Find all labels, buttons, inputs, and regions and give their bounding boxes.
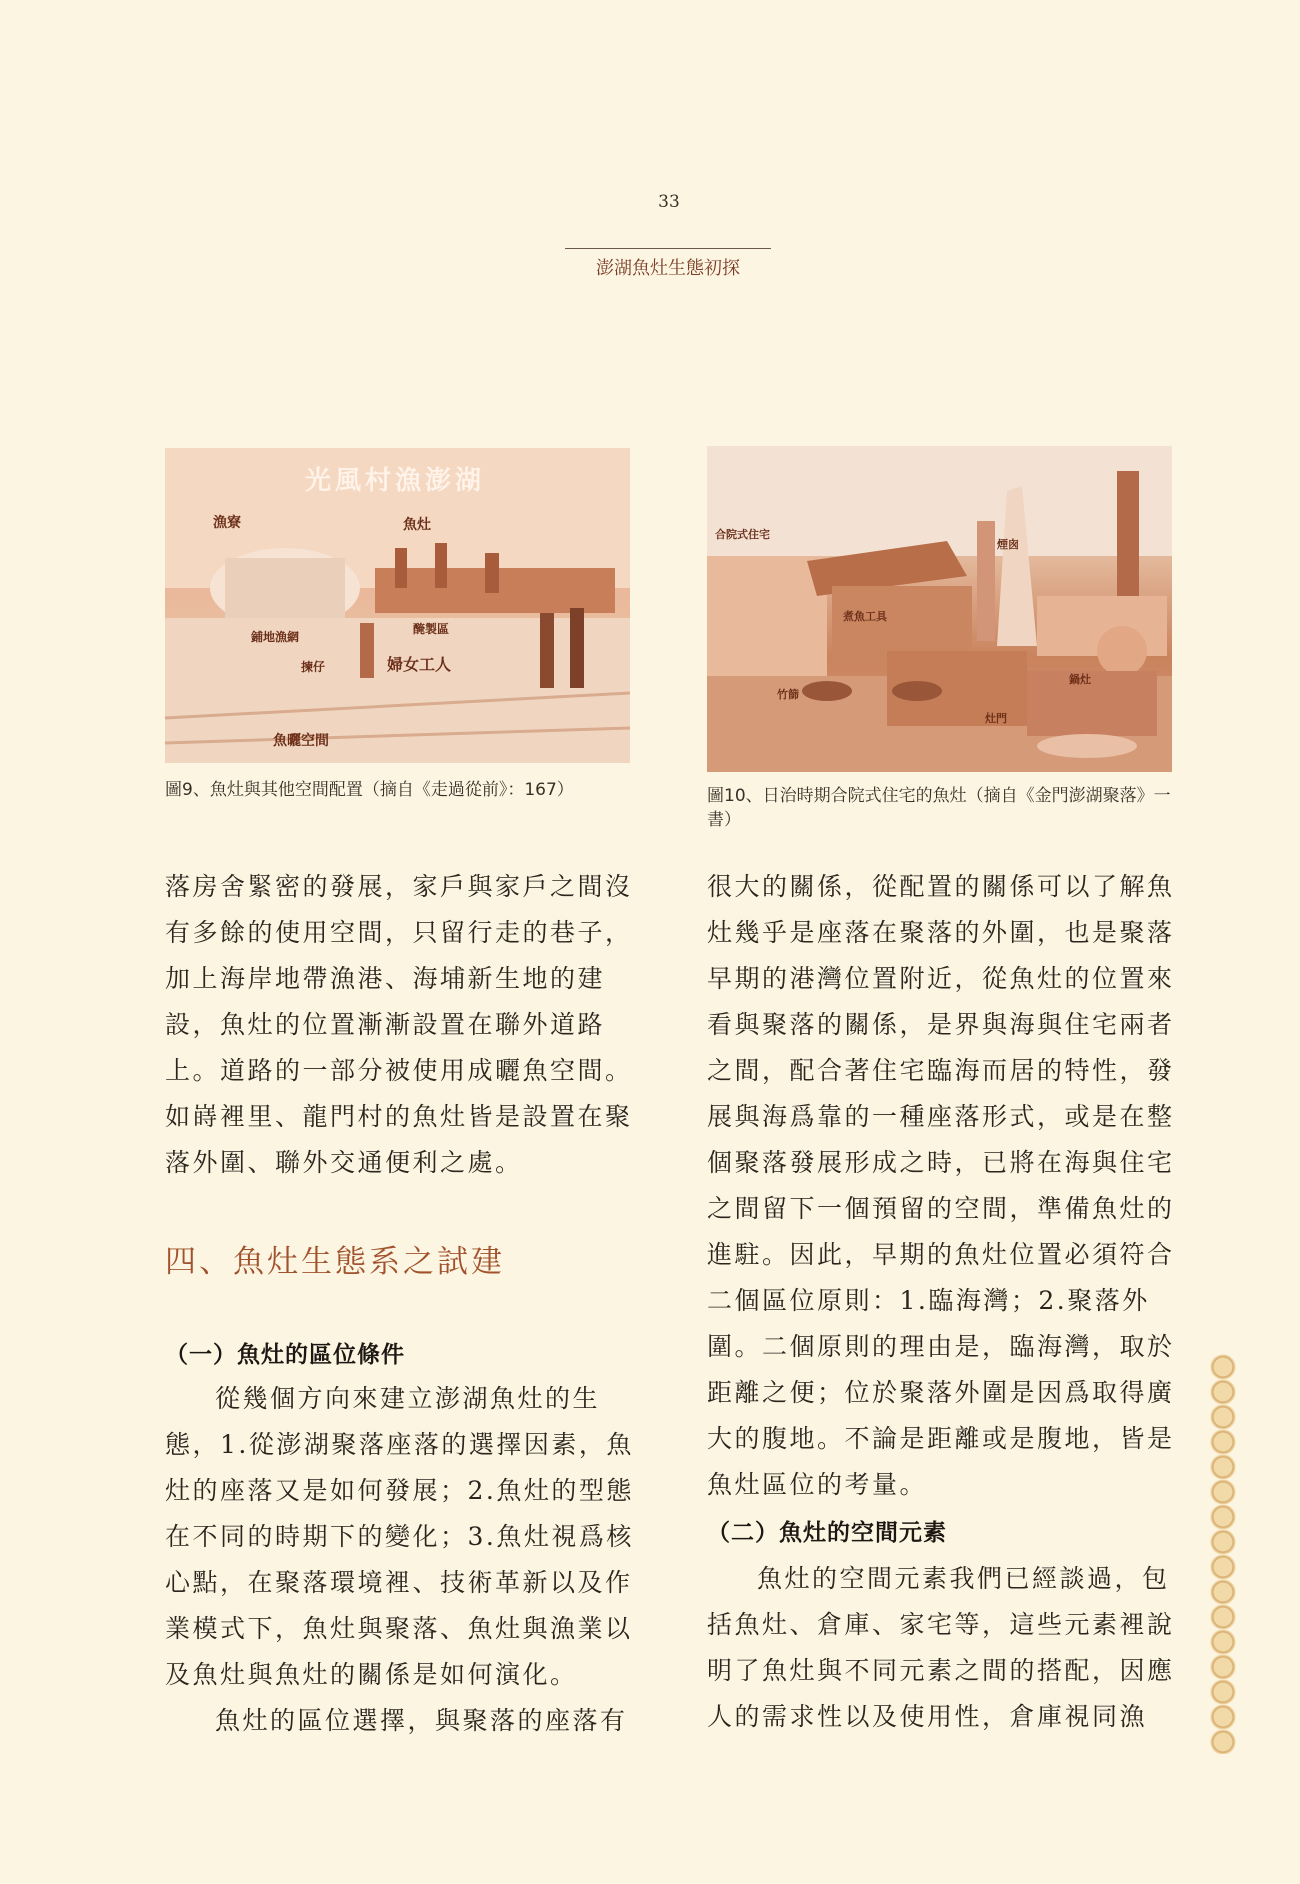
margin-ornament [1208, 1354, 1238, 1754]
label-net-laying: 鋪地漁網 [251, 630, 300, 644]
section-title: 四、魚灶生態系之試建 [165, 1244, 505, 1280]
figure-10-photo [707, 446, 1172, 772]
label-fish-stove: 魚灶 [403, 517, 431, 533]
figure-9-photo [165, 448, 630, 763]
left-column-para1 [165, 864, 637, 1186]
label-stove-mouth: 灶門 [985, 712, 1007, 725]
right-para2-text: 魚灶的空間元素我們已經談過，包括魚灶、倉庫、家宅等，這些元素裡說明了魚灶與不同元素之間的搭配，因應人的需求性以及使用性，倉庫視同漁 [707, 1564, 1175, 1731]
left-column-para2 [165, 1376, 637, 1744]
subsection-title-2: （二）魚灶的空間元素 [707, 1520, 947, 1546]
figure-10-caption: 圖10、日治時期合院式住宅的魚灶（摘自《金門澎湖聚落》一書） [707, 786, 1171, 830]
left-para2-text: 從幾個方向來建立澎湖魚灶的生態，1.從澎湖聚落座落的選擇因素，魚灶的座落又是如何發展；2.魚灶的型態在不同的時期下的變化；3.魚灶視爲核心點，在聚落環境裡、技術革新以及作業模式下，魚灶與聚落、魚灶與漁業以及魚灶與魚灶的關係是如何演化。 [165, 1384, 634, 1689]
label-drying-space: 魚曬空間 [273, 733, 329, 749]
left-para1-text: 落房舍緊密的發展，家戶與家戶之間沒有多餘的使用空間，只留行走的巷子，加上海岸地帶漁港、海埔新生地的建設，魚灶的位置漸漸設置在聯外道路上。道路的一部分被使用成曬魚空間。如嵵裡里、龍門村的魚灶皆是設置在聚落外圍、聯外交通便利之處。 [165, 872, 633, 1177]
running-head: 澎湖魚灶生態初探 [596, 258, 740, 279]
label-curing: 醃製區 [413, 622, 450, 636]
header-rule [565, 248, 771, 249]
label-fishing-house: 漁寮 [213, 515, 241, 531]
subsection-title-1: （一）魚灶的區位條件 [165, 1342, 405, 1368]
label-stove: 鍋灶 [1069, 673, 1091, 686]
label-bamboo: 竹篩 [777, 688, 799, 701]
label-fish-work: 煮魚工具 [843, 610, 887, 623]
figure-10-illustration [707, 446, 1172, 772]
label-courtyard-house: 合院式住宅 [715, 528, 770, 541]
label-women-workers: 婦女工人 [387, 655, 452, 674]
page-number: 33 [658, 192, 680, 212]
left-para3-text: 魚灶的區位選擇，與聚落的座落有 [215, 1706, 628, 1735]
figure-9-caption: 圖9、魚灶與其他空間配置（摘自《走過從前》：167） [165, 780, 574, 800]
label-chimney: 煙囪 [997, 538, 1019, 551]
figure-9-sign: 光風村漁澎湖 [305, 466, 486, 496]
label-sorting: 揀仔 [301, 660, 326, 674]
right-column-para1 [707, 864, 1179, 1740]
right-para1-text: 很大的關係，從配置的關係可以了解魚灶幾乎是座落在聚落的外圍，也是聚落早期的港灣位置附近，從魚灶的位置來看與聚落的關係，是界與海與住宅兩者之間，配合著住宅臨海而居的特性，發展與海爲靠的一種座落形式，或是在整個聚落發展形成之時，已將在海與住宅之間留下一個預留的空間，準備魚灶的進駐。因此，早期的魚灶位置必須符合二個區位原則：1.臨海灣；2.聚落外圍。二個原則的理由是，臨海灣，取於距離之便；位於聚落外圍是因爲取得廣大的腹地。不論是距離或是腹地，皆是魚灶區位的考量。 [707, 872, 1175, 1499]
